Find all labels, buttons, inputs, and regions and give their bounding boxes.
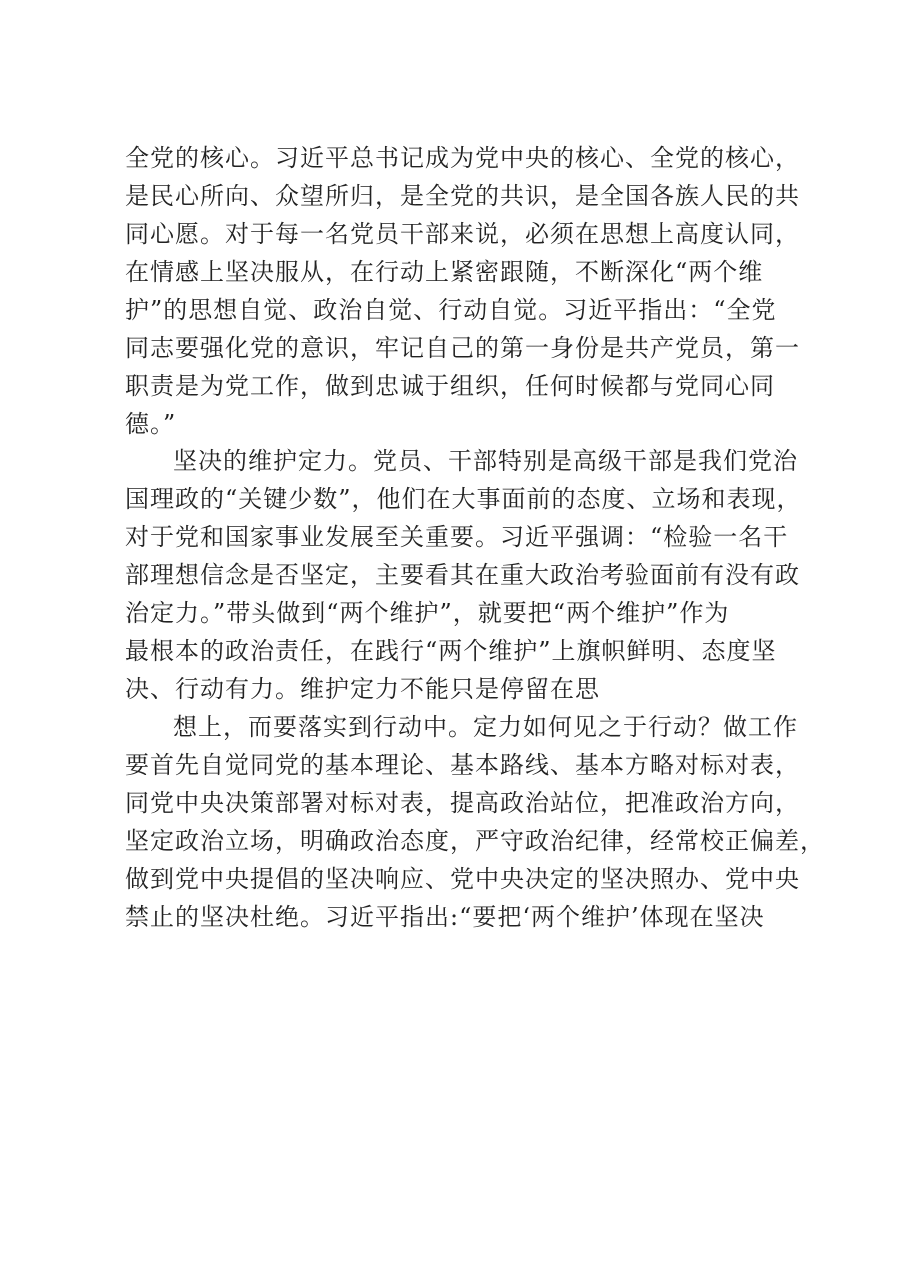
text-line: 要首先自觉同党的基本理论、基本路线、基本方略对标对表，: [125, 751, 800, 779]
text-line: 德。”: [125, 410, 177, 438]
text-line: 职责是为党工作，做到忠诚于组织，任何时候都与党同心同: [125, 372, 775, 400]
paragraph-start-line: 坚决的维护定力。党员、干部特别是高级干部是我们党治: [173, 447, 798, 475]
text-line: 治定力。”带头做到“两个维护”，就要把“两个维护”作为: [125, 599, 730, 627]
text-line: 是民心所向、众望所归，是全党的共识，是全国各族人民的共: [125, 182, 800, 210]
paragraph-start-line: 想上，而要落实到行动中。定力如何见之于行动？做工作: [173, 713, 798, 741]
text-line: 同心愿。对于每一名党员干部来说，必须在思想上高度认同，: [125, 220, 800, 248]
text-line: 护”的思想自觉、政治自觉、行动自觉。习近平指出：“全党: [125, 296, 777, 324]
text-line: 同志要强化党的意识，牢记自己的第一身份是共产党员，第一: [125, 334, 800, 362]
text-line: 对于党和国家事业发展至关重要。习近平强调：“检验一名干: [125, 523, 789, 551]
text-line: 部理想信念是否坚定，主要看其在重大政治考验面前有没有政: [125, 561, 800, 589]
text-line: 全党的核心。习近平总书记成为党中央的核心、全党的核心，: [125, 144, 800, 172]
text-line: 坚定政治立场，明确政治态度，严守政治纪律，经常校正偏差，: [125, 827, 825, 855]
text-line: 决、行动有力。维护定力不能只是停留在思: [125, 675, 600, 703]
text-line: 最根本的政治责任，在践行“两个维护”上旗帜鲜明、态度坚: [125, 637, 777, 665]
text-line: 在情感上坚决服从，在行动上紧密跟随，不断深化“两个维: [125, 258, 764, 286]
text-line: 禁止的坚决杜绝。习近平指出:“要把‘两个维护’体现在坚决: [125, 903, 765, 931]
text-line: 国理政的“关键少数”，他们在大事面前的态度、立场和表现，: [125, 485, 802, 513]
text-line: 同党中央决策部署对标对表，提高政治站位，把准政治方向，: [125, 789, 800, 817]
text-line: 做到党中央提倡的坚决响应、党中央决定的坚决照办、党中央: [125, 865, 800, 893]
